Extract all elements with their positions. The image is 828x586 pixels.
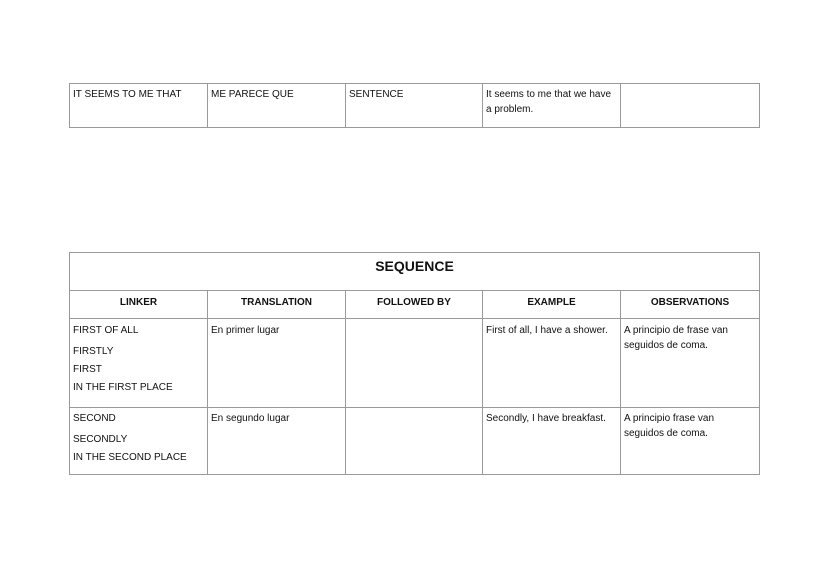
header-example: EXAMPLE: [483, 291, 621, 319]
example-cell: First of all, I have a shower.: [483, 319, 621, 408]
followed-by-cell: [346, 408, 483, 475]
header-translation: TRANSLATION: [208, 291, 346, 319]
table-row: [70, 319, 760, 408]
linker-item: FIRSTLY: [73, 346, 114, 357]
linker-item: FIRST OF ALL: [73, 325, 139, 336]
table-row: [70, 84, 760, 128]
observations-cell: A principio frase van seguidos de coma.: [621, 408, 760, 475]
header-followed-by: FOLLOWED BY: [346, 291, 483, 319]
table-title: SEQUENCE: [70, 253, 760, 291]
linker-item: SECOND: [73, 413, 116, 424]
linker-item: IN THE SECOND PLACE: [73, 452, 187, 463]
translation-cell: ME PARECE QUE: [208, 84, 346, 128]
followed-by-cell: SENTENCE: [346, 84, 483, 128]
observations-cell: [621, 84, 760, 128]
table-header-row: [70, 291, 760, 319]
linker-cell: IT SEEMS TO ME THAT: [70, 84, 208, 128]
linker-cell: [70, 319, 208, 408]
translation-cell: En primer lugar: [208, 319, 346, 408]
linker-table-continued: [69, 83, 760, 128]
linker-cell: [70, 408, 208, 475]
followed-by-cell: [346, 319, 483, 408]
sequence-table: [69, 252, 760, 475]
header-observations: OBSERVATIONS: [621, 291, 760, 319]
example-cell: It seems to me that we have a problem.: [483, 84, 621, 128]
example-cell: Secondly, I have breakfast.: [483, 408, 621, 475]
linker-item: IN THE FIRST PLACE: [73, 382, 173, 393]
translation-cell: En segundo lugar: [208, 408, 346, 475]
table-title-row: [70, 253, 760, 291]
observations-cell: A principio de frase van seguidos de coma.: [621, 319, 760, 408]
header-linker: LINKER: [70, 291, 208, 319]
linker-item: SECONDLY: [73, 434, 128, 445]
linker-item: FIRST: [73, 364, 102, 375]
table-row: [70, 408, 760, 475]
